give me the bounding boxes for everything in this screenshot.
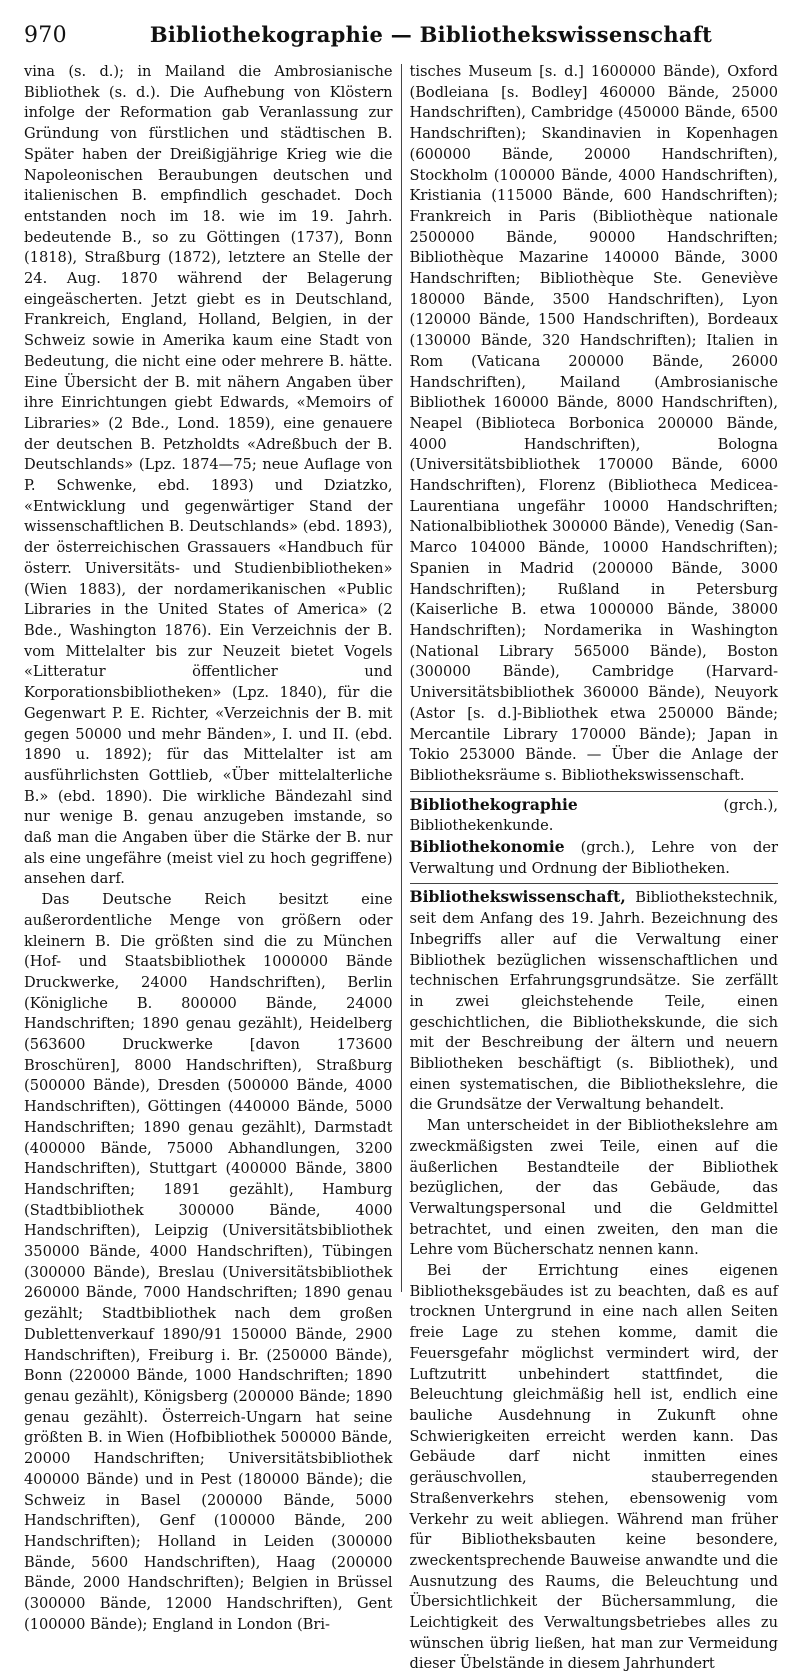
- left-column: [24, 62, 401, 1633]
- entry-separator: [410, 883, 779, 884]
- page-number: 970: [24, 23, 67, 48]
- entry-separator: [410, 791, 779, 792]
- running-title: Bibliothekographie — Bibliothekswissenschaft: [149, 22, 713, 47]
- entry-text: (grch.), Bibliothekenkunde.: [409, 796, 779, 835]
- paragraph: Das Deutsche Reich besitzt eine außerordentliche Menge von größern oder kleinern B. Die größten sind die zu München (Hof- und Staatsbibliothek 1000000 Bände Druckwerke, 24000 Handschriften), Berlin (Königliche B. 800000 Bände, 24000 Handschriften; 1890 genau gezählt), Heidelberg (563600 Druckwerke [davon 173600 Broschüren], 8000 Handschriften), Straßburg (500000 Bände), Dresden (500000 Bände, 4000 Handschriften), Göttingen (440000 Bände, 5000 Handschriften; 1890 genau gezählt), Darmstadt (400000 Bände, 75000 Abhandlungen, 3200 Handschriften), Stuttgart (400000 Bände, 3800 Handschriften; 1891 gezählt), Hamburg (Stadtbibliothek 300000 Bände, 4000 Handschriften), Leipzig (Universitätsbibliothek 350000 Bände, 4000 Handschriften), Tübingen (300000 Bände), Breslau (Universitätsbibliothek 260000 Bände, 7000 Handschriften; 1890 genau gezählt; Stadtbibliothek nach dem großen Dublettenverkauf 1890/91 150000 Bände, 2900 Handschriften), Freiburg i. Br. (250000 Bände), Bonn (220000 Bände, 1000 Handschriften; 1890 genau gezählt), Königsberg (200000 Bände; 1890 genau gezählt). Österreich-Ungarn hat seine größten B. in Wien (Hofbibliothek 500000 Bände, 20000 Handschriften; Universitätsbibliothek 400000 Bände) und in Pest (180000 Bände); die Schweiz in Basel (200000 Bände, 5000 Handschriften), Genf (100000 Bände, 200 Handschriften); Holland in Leiden (300000 Bände, 5600 Handschriften), Haag (200000 Bände, 2000 Handschriften); Belgien in Brüssel (300000 Bände, 12000 Handschriften), Gent (100000 Bände); England in London (Bri-: [24, 891, 393, 1633]
- entry-text: Bibliothekstechnik, seit dem Anfang des 19. Jahrh. Bezeichnung des Inbegriffs aller auf die Verwaltung einer Bibliothek bezüglichen wissenschaftlichen und technischen Erfahrungsgrundsätze. Sie zerfällt in zwei gleichstehende Teile, einen geschichtlichen, die Bibliothekskunde, die sich mit der Beschreibung der ältern und neuern Bibliotheken beschäftigt (s. Bibliothek), und einen systematischen, die Bibliothekslehre, die die Grundsätze der Verwaltung behandelt.: [409, 889, 779, 1114]
- paragraph: Bei der Errichtung eines eigenen Bibliotheksgebäudes ist zu beachten, daß es auf trocknen Untergrund in eine nach allen Seiten freie Lage zu stehen komme, damit die Feuersgefahr möglichst vermindert wird, der Luftzutritt unbehindert stattfindet, die Beleuchtung gleichmäßig hell ist, endlich eine bauliche Ausdehnung in Zukunft ohne Schwierigkeiten erreicht werden kann. Das Gebäude darf nicht inmitten eines geräuschvollen, stauberregenden Straßenverkehrs stehen, ebensowenig vom Verkehr zu weit abliegen. Während man früher für Bibliotheksbauten keine besondere, zweckentsprechende Bauweise anwandte und die Ausnutzung des Raums, die Beleuchtung und Übersichtlichkeit der Büchersammlung, die Leichtigkeit des Verwaltungsbetriebes alles zu wünschen übrig ließen, hat man zur Vermeidung dieser Übelstände in diesem Jahrhundert: [409, 1262, 779, 1673]
- entry-lemma: Bibliothekonomie: [409, 837, 565, 857]
- entry-bibliothekographie: [410, 795, 779, 837]
- paragraph: Man unterscheidet in der Bibliothekslehre am zweckmäßigsten zwei Teile, einen auf die äußerlichen Bestandteile der Bibliothek bezüglichen, der das Gebäude, das Verwaltungspersonal und die Geldmittel betrachtet, und einen zweiten, den man die Lehre vom Bücherschatz nennen kann.: [409, 1117, 779, 1259]
- entry-bibliothekonomie: [410, 837, 779, 879]
- entry-lemma: Bibliothekswissenschaft,: [409, 887, 626, 907]
- page-header: [24, 22, 778, 62]
- entry-lemma: Bibliothekographie: [409, 794, 578, 814]
- paragraph: vina (s. d.); in Mailand die Ambrosianische Bibliothek (s. d.). Die Aufhebung von Klöstern infolge der Reformation gab Veranlassung zur Gründung von fürstlichen und städtischen B. Später haben der Dreißigjährige Krieg wie die Napoleonischen Beraubungen deutschen und italienischen B. empfindlich geschadet. Doch entstanden noch im 18. wie im 19. Jahrh. bedeutende B., so zu Göttingen (1737), Bonn (1818), Straßburg (1872), letztere an Stelle der 24. Aug. 1870 während der Belagerung eingeäscherten. Jetzt giebt es in Deutschland, Frankreich, England, Holland, Belgien, in der Schweiz sowie in Amerika kaum eine Stadt von Bedeutung, die nicht eine oder mehrere B. hätte. Eine Übersicht der B. mit nähern Angaben über ihre Einrichtungen giebt Edwards, «Memoirs of Libraries» (2 Bde., Lond. 1859), eine genauere der deutschen B. Petzholdts «Adreßbuch der B. Deutschlands» (Lpz. 1874—75; neue Auflage von P. Schwenke, ebd. 1893) und Dziatzko, «Entwicklung und gegenwärtiger Stand der wissenschaftlichen B. Deutschlands» (ebd. 1893), der österreichischen Grassauers «Handbuch für österr. Universitäts- und Studienbibliotheken» (Wien 1883), der nordamerikanischen «Public Libraries in the United States of America» (2 Bde., Washington 1876). Ein Verzeichnis der B. vom Mittelalter bis zur Neuzeit bietet Vogels «Litteratur öffentlicher und Korporationsbibliotheken» (Lpz. 1840), für die Gegenwart P. E. Richter, «Verzeichnis der B. mit gegen 50000 und mehr Bänden», I. und II. (ebd. 1890 u. 1892); für das Mittelalter ist am ausführlichsten Gottlieb, «Über mittelalterliche B.» (ebd. 1890). Die wirkliche Bändezahl sind nur wenige B. genau anzugeben imstande, so daß man die Angaben über die Stärke der B. nur als eine ungefähre (meist viel zu hoch gegriffene) ansehen darf.: [24, 63, 393, 888]
- entry-text: (grch.), Lehre von der Verwaltung und Ordnung der Bibliotheken.: [409, 839, 779, 877]
- paragraph: tisches Museum [s. d.] 1600000 Bände), Oxford (Bodleiana [s. Bodley] 460000 Bände, 25000 Handschriften), Cambridge (450000 Bände, 6500 Handschriften); Skandinavien in Kopenhagen (600000 Bände, 20000 Handschriften), Stockholm (100000 Bände, 4000 Handschriften), Kristiania (115000 Bände, 600 Handschriften); Frankreich in Paris (Bibliothèque nationale 2500000 Bände, 90000 Handschriften; Bibliothèque Mazarine 140000 Bände, 3000 Handschriften; Bibliothèque Ste. Geneviève 180000 Bände, 3500 Handschriften), Lyon (120000 Bände, 1500 Handschriften), Bordeaux (130000 Bände, 320 Handschriften); Italien in Rom (Vaticana 200000 Bände, 26000 Handschriften), Mailand (Ambrosianische Bibliothek 160000 Bände, 8000 Handschriften), Neapel (Biblioteca Borbonica 200000 Bände, 4000 Handschriften), Bologna (Universitätsbibliothek 170000 Bände, 6000 Handschriften), Florenz (Bibliotheca Medicea-Laurentiana ungefähr 10000 Handschriften; Nationalbibliothek 300000 Bände), Venedig (San-Marco 104000 Bände, 10000 Handschriften); Spanien in Madrid (200000 Bände, 3000 Handschriften); Rußland in Petersburg (Kaiserliche B. etwa 1000000 Bände, 38000 Handschriften); Nordamerika in Washington (National Library 565000 Bände), Boston (300000 Bände), Cambridge (Harvard-Universitätsbibliothek 360000 Bände), Neuyork (Astor [s. d.]-Bibliothek etwa 250000 Bände; Mercantile Library 170000 Bände); Japan in Tokio 253000 Bände. — Über die Anlage der Bibliotheksräume s. Bibliothekswissenschaft.: [409, 63, 779, 784]
- entry-bibliothekswissenschaft: [410, 887, 779, 1116]
- right-column: [402, 62, 779, 1673]
- text-columns: [24, 62, 779, 1673]
